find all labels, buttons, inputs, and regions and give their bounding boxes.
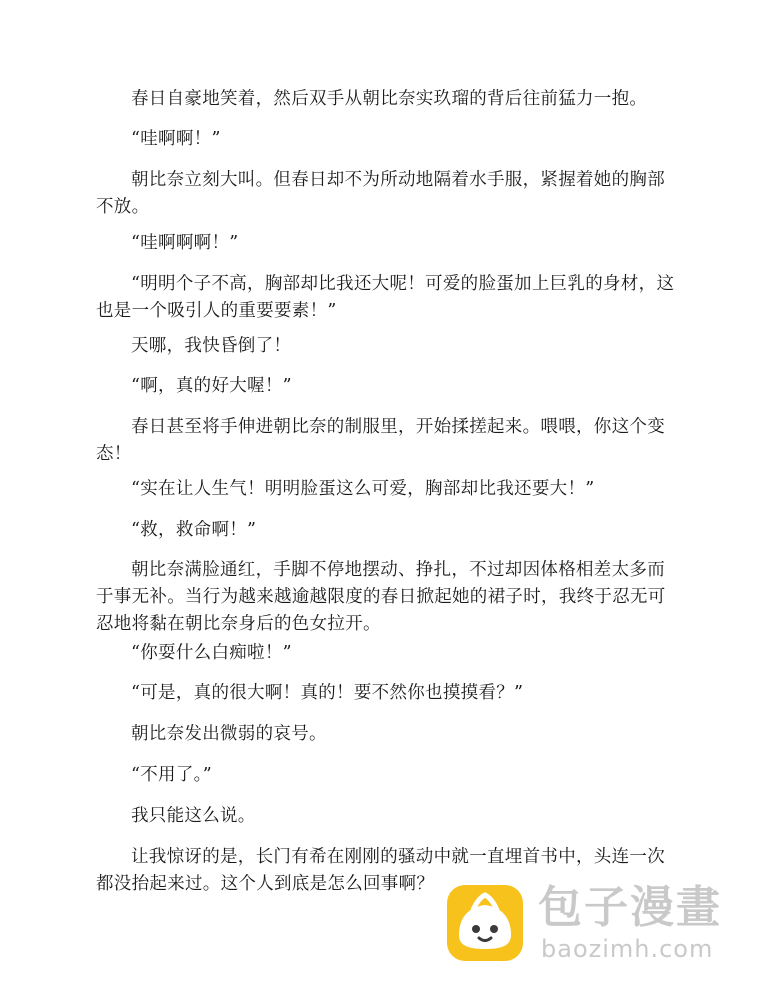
paragraph-17: 让我惊讶的是，长门有希在刚刚的骚动中就一直埋首书中，头连一次都没抬起来过。这个人到底是怎么回事啊？ (96, 847, 665, 894)
paragraph-2: “哇啊啊！” (131, 129, 221, 149)
watermark-title: 包子漫畫 (538, 882, 722, 933)
paragraph-10: “救，救命啊！” (131, 520, 257, 540)
paragraph-11: 朝比奈满脸通红，手脚不停地摆动、挣扎，不过却因体格相差太多而于事无补。当行为越来越逾越限度的春日掀起她的裙子时，我终于忍无可忍地将黏在朝比奈身后的色女拉开。 (96, 560, 666, 634)
paragraph-7: “啊，真的好大喔！” (131, 376, 292, 396)
paragraph-16: 我只能这么说。 (131, 806, 256, 826)
watermark-domain: baozimh.com (541, 935, 714, 963)
paragraph-5: “明明个子不高，胸部却比我还大呢！可爱的脸蛋加上巨乳的身材，这也是一个吸引人的重要要素！” (96, 274, 675, 321)
paragraph-14: 朝比奈发出微弱的哀号。 (131, 724, 327, 744)
paragraph-13: “可是，真的很大啊！真的！要不然你也摸摸看？” (131, 683, 524, 703)
paragraph-9: “实在让人生气！明明脸蛋这么可爱，胸部却比我还要大！” (131, 479, 595, 499)
bun-mascot-icon (445, 883, 525, 963)
paragraph-4: “哇啊啊啊！” (131, 233, 239, 253)
paragraph-6: 天哪，我快昏倒了！ (131, 336, 292, 356)
paragraph-15: “不用了。” (131, 765, 212, 785)
paragraph-8: 春日甚至将手伸进朝比奈的制服里，开始揉搓起来。喂喂，你这个变态！ (96, 417, 665, 464)
bun-right-eye (490, 925, 498, 933)
bun-left-eye (472, 925, 480, 933)
site-watermark (445, 880, 745, 970)
paragraph-1: 春日自豪地笑着，然后双手从朝比奈实玖瑠的背后往前猛力一抱。 (131, 89, 648, 109)
paragraph-3: 朝比奈立刻大叫。但春日却不为所动地隔着水手服，紧握着她的胸部不放。 (96, 170, 665, 217)
paragraph-12: “你耍什么白痴啦！” (131, 643, 292, 663)
